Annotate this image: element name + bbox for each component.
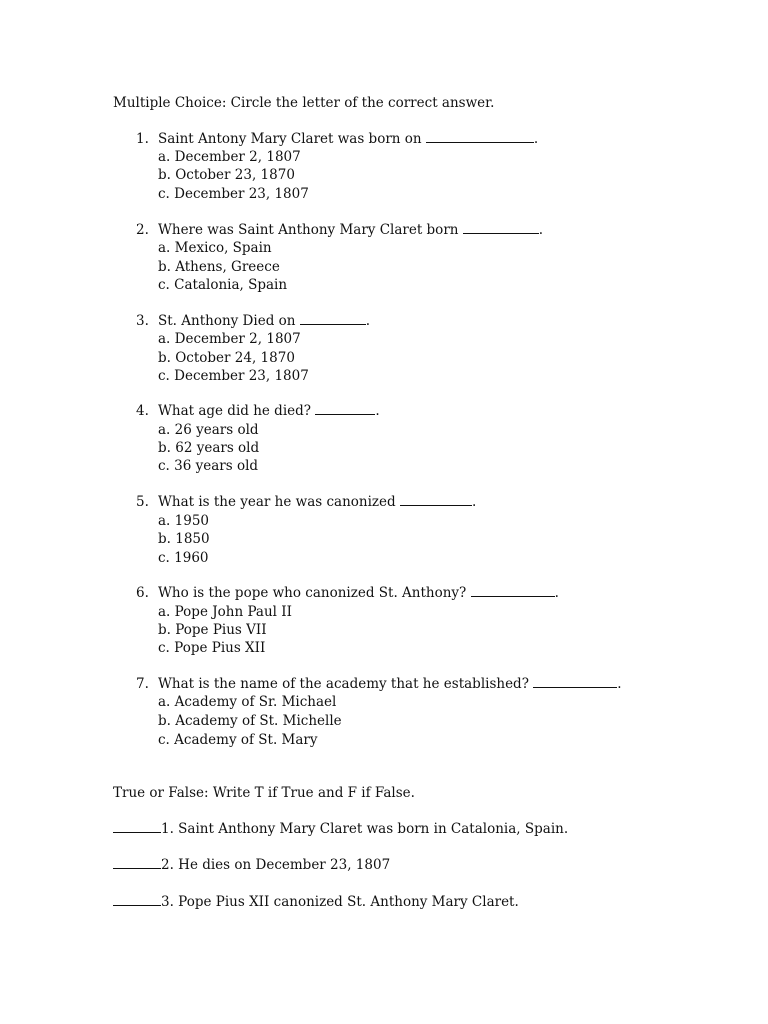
option-a[interactable] [158,148,301,166]
question-text: What is the year he was canonized [158,494,396,510]
option-c[interactable] [158,549,209,567]
option-letter: c. [158,550,170,566]
answer-blank [426,130,534,143]
option-b[interactable] [158,439,259,457]
answer-blank [400,493,472,506]
answer-blank [463,221,539,234]
option-letter: b. [158,622,171,638]
option-letter: b. [158,350,171,366]
option-text: Academy of St. Mary [174,732,318,748]
answer-blank[interactable] [113,820,161,833]
option-c[interactable] [158,276,287,294]
option-text: Catalonia, Spain [174,277,288,293]
option-letter: a. [158,331,171,347]
true-false-heading: True or False: Write T if True and F if False. [113,785,415,801]
question-stem [136,312,370,330]
option-text: Academy of Sr. Michael [174,694,337,710]
option-b[interactable] [158,712,342,730]
option-a[interactable] [158,239,272,257]
option-letter: c. [158,186,170,202]
question-text: What is the name of the academy that he established? [158,676,529,692]
question-number: 4. [136,403,149,419]
statement-text: 2. He dies on December 23, 1807 [161,857,391,873]
question-text: St. Anthony Died on [158,313,296,329]
option-text: 1950 [174,513,209,529]
option-letter: a. [158,694,171,710]
question-stem [136,493,476,511]
answer-blank[interactable] [113,893,161,906]
question-end: . [554,585,559,601]
option-letter: a. [158,240,171,256]
option-text: Academy of St. Michelle [175,713,342,729]
question-number: 7. [136,676,149,692]
true-false-item-1 [113,820,568,838]
statement-text: 1. Saint Anthony Mary Claret was born in Catalonia, Spain. [161,821,569,837]
option-letter: b. [158,440,171,456]
option-a[interactable] [158,330,301,348]
option-text: Pope John Paul II [174,604,292,620]
question-stem [136,675,622,693]
option-text: 62 years old [175,440,260,456]
answer-blank [315,402,375,415]
question-text: Who is the pope who canonized St. Anthony? [158,585,467,601]
option-letter: b. [158,713,171,729]
option-letter: a. [158,149,171,165]
question-end: . [375,403,380,419]
option-letter: b. [158,531,171,547]
option-text: Athens, Greece [175,259,280,275]
true-false-item-2 [113,856,390,874]
question-end: . [617,676,622,692]
question-number: 1. [136,131,149,147]
option-c[interactable] [158,731,318,749]
option-letter: b. [158,259,171,275]
option-text: Mexico, Spain [174,240,272,256]
answer-blank [300,312,366,325]
question-stem [136,402,380,420]
option-text: 1960 [174,550,209,566]
option-letter: c. [158,368,170,384]
statement-text: 3. Pope Pius XII canonized St. Anthony Mary Claret. [161,894,519,910]
question-stem [136,130,538,148]
option-text: December 23, 1807 [174,186,309,202]
option-text: 26 years old [174,422,259,438]
option-b[interactable] [158,258,280,276]
option-b[interactable] [158,621,267,639]
option-text: December 23, 1807 [174,368,309,384]
question-number: 6. [136,585,149,601]
question-end: . [471,494,477,510]
option-a[interactable] [158,693,336,711]
option-letter: c. [158,640,170,656]
option-letter: a. [158,513,171,529]
option-c[interactable] [158,639,265,657]
question-text: Where was Saint Anthony Mary Claret born [158,222,459,238]
question-number: 5. [136,494,149,510]
option-text: December 2, 1807 [174,331,301,347]
option-text: 36 years old [174,458,259,474]
answer-blank [471,584,555,597]
option-letter: c. [158,458,170,474]
option-text: Pope Pius VII [175,622,267,638]
option-c[interactable] [158,367,309,385]
answer-blank [533,675,617,688]
multiple-choice-heading: Multiple Choice: Circle the letter of the correct answer. [113,95,495,111]
question-text: Saint Antony Mary Claret was born on [158,131,422,147]
option-b[interactable] [158,166,295,184]
answer-blank[interactable] [113,856,161,869]
true-false-item-3 [113,893,519,911]
option-b[interactable] [158,530,210,548]
option-a[interactable] [158,421,259,439]
option-letter: c. [158,277,170,293]
question-number: 2. [136,222,149,238]
question-stem [136,221,543,239]
question-text: What age did he died? [158,403,312,419]
option-text: October 23, 1870 [175,167,295,183]
option-letter: b. [158,167,171,183]
question-end: . [538,222,544,238]
option-letter: c. [158,732,170,748]
option-a[interactable] [158,603,292,621]
option-a[interactable] [158,512,209,530]
question-end: . [365,313,371,329]
option-text: October 24, 1870 [175,350,295,366]
option-letter: a. [158,422,171,438]
option-c[interactable] [158,185,309,203]
option-letter: a. [158,604,171,620]
question-number: 3. [136,313,149,329]
question-stem [136,584,559,602]
option-b[interactable] [158,349,295,367]
option-text: December 2, 1807 [174,149,301,165]
option-c[interactable] [158,457,258,475]
option-text: 1850 [175,531,210,547]
option-text: Pope Pius XII [174,640,266,656]
question-end: . [533,131,539,147]
